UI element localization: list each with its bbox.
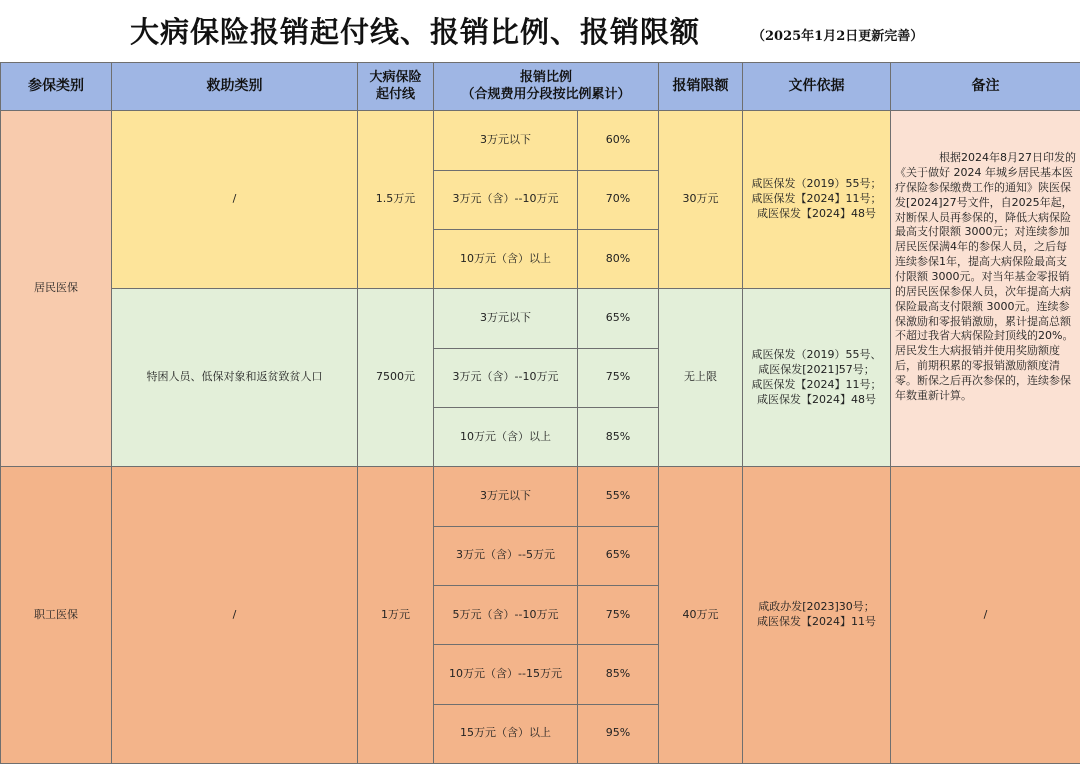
basis-line: 咸医保发【2024】48号 bbox=[757, 392, 877, 406]
deductible-resident-special: 7500元 bbox=[358, 289, 434, 467]
tier-ratio: 55% bbox=[578, 467, 659, 526]
tier-range: 3万元（含）--5万元 bbox=[434, 526, 578, 585]
tier-ratio: 80% bbox=[578, 229, 659, 288]
basis-line: 咸医保发[2021]57号； bbox=[758, 362, 875, 376]
basis-line: 咸医保发（2019）55号； bbox=[751, 177, 882, 191]
header-limit: 报销限额 bbox=[659, 63, 743, 111]
tier-range: 10万元（含）--15万元 bbox=[434, 645, 578, 704]
deductible-employee: 1万元 bbox=[358, 467, 434, 764]
tier-ratio: 85% bbox=[578, 645, 659, 704]
tier-range: 5万元（含）--10万元 bbox=[434, 585, 578, 644]
tier-ratio: 60% bbox=[578, 111, 659, 170]
tier-range: 10万元（含）以上 bbox=[434, 229, 578, 288]
remark-text: 根据2024年8月27日印发的《关于做好 2024 年城乡居民基本医疗保险参保缴费工作的通知》陕医保发[2024]27号文件，自2025年起，对断保人员再参保的，降低大病保险最高支付限额 3000元；对连续参加居民医保满4年的参保人员，之后每连续参保1年，提高大病保险最高支付限额 3000元。对当年基金零报销的居民医保参保人员，次年提高大病保险最高支付限额 3000元。连续参保激励和零报销激励，累计提高总额不超过我省大病保险封顶线的20%。居民发生大病报销并使用奖励额度后，前期积累的零报销激励额度清零。断保之后再次参保的，连续参保年数重新计算。 bbox=[895, 151, 1077, 402]
basis-line: 咸医保发【2024】48号 bbox=[757, 207, 877, 221]
header-deductible bbox=[358, 63, 434, 111]
basis-line: 咸政办发[2023]30号； bbox=[758, 600, 875, 614]
header-ratio-line1: 报销比例 bbox=[520, 70, 573, 86]
basis-line: 咸医保发（2019）55号、 bbox=[751, 348, 882, 362]
basis-employee bbox=[743, 467, 891, 764]
limit-resident-normal: 30万元 bbox=[659, 111, 743, 289]
tier-range: 15万元（含）以上 bbox=[434, 704, 578, 763]
remark-employee: / bbox=[891, 467, 1080, 764]
table-row bbox=[1, 467, 1080, 526]
tier-range: 10万元（含）以上 bbox=[434, 407, 578, 466]
assist-resident-special: 特困人员、低保对象和返贫致贫人口 bbox=[112, 289, 358, 467]
basis-resident-normal bbox=[743, 111, 891, 289]
limit-employee: 40万元 bbox=[659, 467, 743, 764]
header-deductible-line1: 大病保险 bbox=[369, 70, 422, 86]
update-note: （2025年1月2日更新完善） bbox=[752, 29, 924, 44]
header-remark: 备注 bbox=[891, 63, 1080, 111]
page-header bbox=[0, 0, 1080, 62]
basis-line: 咸医保发【2024】11号； bbox=[751, 192, 882, 206]
page-title: 大病保险报销起付线、报销比例、报销限额 bbox=[130, 15, 701, 49]
basis-line: 咸医保发【2024】11号； bbox=[751, 377, 882, 391]
tier-ratio: 75% bbox=[578, 585, 659, 644]
basis-line: 咸医保发【2024】11号 bbox=[757, 615, 877, 629]
insurance-table bbox=[0, 62, 1080, 764]
deductible-resident-normal: 1.5万元 bbox=[358, 111, 434, 289]
tier-range: 3万元（含）--10万元 bbox=[434, 170, 578, 229]
header-category: 参保类别 bbox=[1, 63, 112, 111]
tier-range: 3万元以下 bbox=[434, 111, 578, 170]
category-employee: 职工医保 bbox=[1, 467, 112, 764]
basis-resident-special bbox=[743, 289, 891, 467]
header-basis: 文件依据 bbox=[743, 63, 891, 111]
tier-ratio: 65% bbox=[578, 526, 659, 585]
table-row bbox=[1, 111, 1080, 170]
tier-range: 3万元（含）--10万元 bbox=[434, 348, 578, 407]
tier-ratio: 75% bbox=[578, 348, 659, 407]
assist-employee: / bbox=[112, 467, 358, 764]
category-resident: 居民医保 bbox=[1, 111, 112, 467]
tier-ratio: 85% bbox=[578, 407, 659, 466]
tier-ratio: 70% bbox=[578, 170, 659, 229]
remark-resident bbox=[891, 111, 1080, 467]
tier-range: 3万元以下 bbox=[434, 467, 578, 526]
header-deductible-line2: 起付线 bbox=[375, 86, 415, 102]
limit-resident-special: 无上限 bbox=[659, 289, 743, 467]
assist-resident-normal: / bbox=[112, 111, 358, 289]
header-row bbox=[1, 63, 1080, 111]
header-ratio bbox=[434, 63, 659, 111]
tier-ratio: 95% bbox=[578, 704, 659, 763]
tier-ratio: 65% bbox=[578, 289, 659, 348]
header-ratio-line2: （合规费用分段按比例累计） bbox=[461, 86, 631, 102]
tier-range: 3万元以下 bbox=[434, 289, 578, 348]
header-assist: 救助类别 bbox=[112, 63, 358, 111]
